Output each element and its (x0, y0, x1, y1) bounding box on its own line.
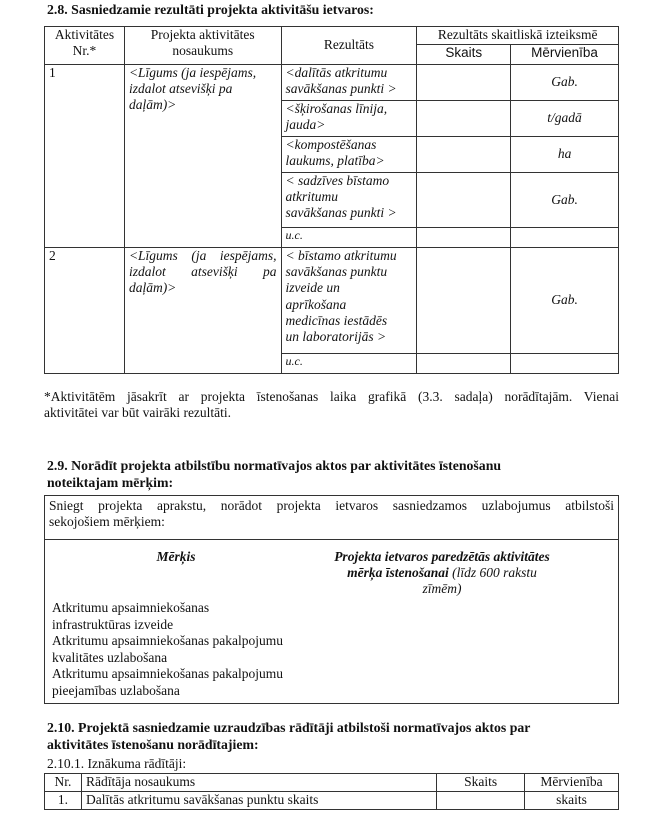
section-2-8-title: 2.8. Sasniedzamie rezultāti projekta aktivitāšu ietvaros: (47, 2, 374, 17)
result-cell: <dalītās atkritumu savākšanas punkti > (281, 65, 417, 101)
row-indicator-name: Dalītās atkritumu savākšanas punktu skaits (81, 792, 436, 810)
goal-list (52, 600, 322, 700)
col-header-unit: Mērvienība (525, 774, 619, 792)
results-table (44, 26, 619, 374)
result-cell: <šķirošanas līnija, jauda> (281, 101, 417, 137)
activity-nr: 2 (45, 248, 125, 374)
row-unit: skaits (525, 792, 619, 810)
activity-name: <Līgums (ja iespējams, izdalot atsevišķi pa daļām)> (124, 65, 281, 248)
list-item: Atkritumu apsaimniekošanas pakalpojumu kvalitātes uzlabošana (52, 633, 283, 665)
col-header-count: Skaits (417, 45, 511, 65)
goals-box (44, 539, 619, 704)
col-header-activity-name: Projekta aktivitātes nosaukums (124, 27, 281, 65)
table-row (45, 65, 619, 101)
result-cell: u.c. (281, 228, 417, 248)
count-cell (417, 248, 511, 354)
col-header-nr: Nr. (45, 774, 82, 792)
result-cell: < bīstamo atkritumu savākšanas punktu izveide un aprīkošana medicīnas iestādēs un laboratorijās > (281, 248, 417, 354)
table-row (45, 248, 619, 354)
count-cell (417, 137, 511, 173)
activity-name: <Līgums (ja iespējams, izdalot atsevišķi pa daļām)> (124, 248, 281, 374)
description-column-header: Projekta ietvaros paredzētās aktivitātes mērķa īstenošanai (līdz 600 rakstu zīmēm) (334, 549, 550, 597)
row-count (437, 792, 525, 810)
unit-cell: ha (511, 137, 619, 173)
col-header-count: Skaits (437, 774, 525, 792)
count-cell (417, 228, 511, 248)
result-cell: u.c. (281, 354, 417, 374)
unit-cell (511, 354, 619, 374)
footnote: *Aktivitātēm jāsakrīt ar projekta īstenošanas laika grafikā (3.3. sadaļa) norādītajām. Vienai aktivitātei var būt vairāki rezultāti. (44, 389, 619, 421)
count-cell (417, 65, 511, 101)
col-header-numeric: Rezultāts skaitliskā izteiksmē (417, 27, 619, 45)
count-cell (417, 354, 511, 374)
unit-cell: Gab. (511, 248, 619, 354)
section-2-9-title: 2.9. Norādīt projekta atbilstību normatīvajos aktos par aktivitātes īstenošanu noteiktajam mērķim: (47, 458, 502, 490)
col-header-unit: Mērvienība (511, 45, 619, 65)
unit-cell: Gab. (511, 65, 619, 101)
unit-cell: t/gadā (511, 101, 619, 137)
result-cell: < sadzīves bīstamo atkritumu savākšanas punkti > (281, 173, 417, 228)
col-header-activity-nr: Aktivitātes Nr.* (45, 27, 125, 65)
col-header-result: Rezultāts (281, 27, 417, 65)
row-nr: 1. (45, 792, 82, 810)
indicators-table (44, 773, 619, 810)
unit-cell (511, 228, 619, 248)
count-cell (417, 101, 511, 137)
subsection-2-10-1: 2.10.1. Iznākuma rādītāji: (47, 756, 187, 771)
list-item: Atkritumu apsaimniekošanas pakalpojumu pieejamības uzlabošana (52, 666, 283, 698)
goal-column-header: Mērķis (156, 549, 196, 564)
unit-cell: Gab. (511, 173, 619, 228)
list-item: Atkritumu apsaimniekošanas infrastruktūras izveide (52, 600, 210, 632)
col-header-indicator-name: Rādītāja nosaukums (81, 774, 436, 792)
result-cell: <kompostēšanas laukums, platība> (281, 137, 417, 173)
activity-nr: 1 (45, 65, 125, 248)
goals-intro-box: Sniegt projekta aprakstu, norādot projekta ietvaros sasniedzamos uzlabojumus atbilstoši sekojošiem mērķiem: (44, 495, 619, 540)
table-row (45, 792, 619, 810)
count-cell (417, 173, 511, 228)
section-2-10-title: 2.10. Projektā sasniedzamie uzraudzības rādītāji atbilstoši normatīvajos aktos par aktivitātes īstenošanu norādītajiem: (47, 720, 531, 752)
